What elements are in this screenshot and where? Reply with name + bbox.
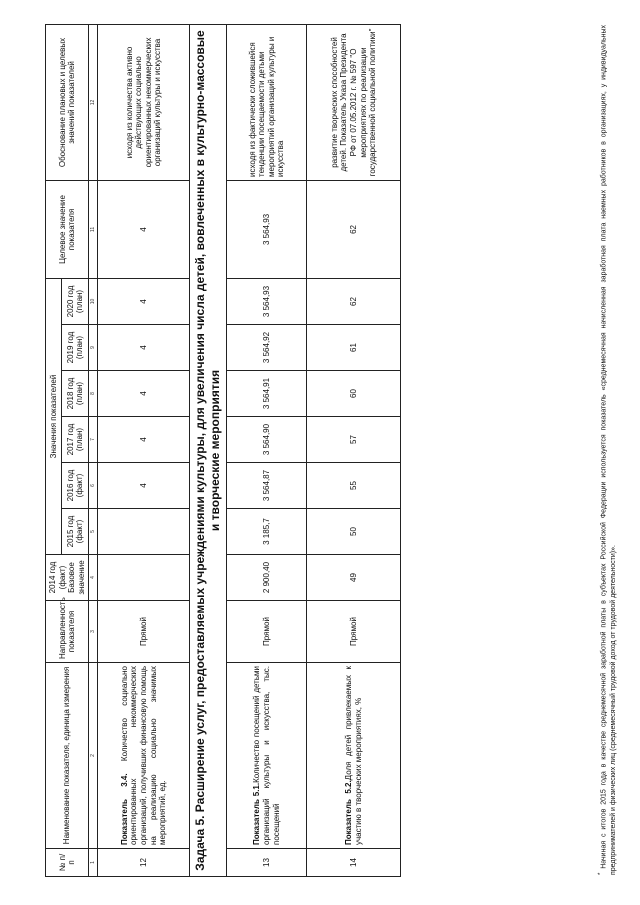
- value-2019: 4: [98, 325, 190, 371]
- row-num: 12: [98, 849, 190, 877]
- value-2017: 4: [98, 417, 190, 463]
- value-2015: 3 185,7: [227, 509, 307, 555]
- col-number: 3: [89, 601, 98, 663]
- col-number: 5: [89, 509, 98, 555]
- header-2017: 2017 год (план): [62, 417, 89, 463]
- footnote-mark: *: [598, 872, 604, 875]
- header-2015: 2015 год (факт): [62, 509, 89, 555]
- table-row-12: [98, 24, 190, 876]
- indicator-name: [307, 663, 401, 849]
- col-number: 7: [89, 417, 98, 463]
- target-cell: 62: [307, 180, 401, 278]
- target-cell: 3 564,93: [227, 180, 307, 278]
- col-number: 8: [89, 371, 98, 417]
- header-basis: Обоснование плановых и целевых значений показателей: [46, 24, 89, 180]
- base-cell: 2 900,40: [227, 555, 307, 601]
- indicator-name: [227, 663, 307, 849]
- value-2019: 61: [307, 325, 401, 371]
- col-number: 10: [89, 278, 98, 324]
- basis-cell: развитие творческих способностей детей. Показатель Указа Президента РФ от 07.05.2012 г. № 597 "О мероприятиях по реализации государственной социальной политики": [307, 24, 401, 180]
- value-2016: 4: [98, 463, 190, 509]
- col-number: 2: [89, 663, 98, 849]
- task-5-heading: Задача 5. Расширение услуг, предоставляемых учреждениями культуры, для увеличения числа детей, вовлеченных в культурно-массовые и творческие мероприятия: [190, 24, 227, 876]
- column-numbers-row: [89, 24, 98, 876]
- header-num: № п/п: [46, 849, 89, 877]
- header-target: Целевое значение показателя: [46, 180, 89, 278]
- header-2018: 2018 год (план): [62, 371, 89, 417]
- header-name: Наименование показателя, единица измерения: [46, 663, 89, 849]
- row-num: 13: [227, 849, 307, 877]
- indicator-name: [98, 663, 190, 849]
- basis-cell: исходя из количества активно действующих социально ориентированных некоммерческих организаций культуры и искусства: [98, 24, 190, 180]
- header-2020: 2020 год (план): [62, 278, 89, 324]
- value-2016: 55: [307, 463, 401, 509]
- direction-cell: Прямой: [98, 601, 190, 663]
- task-5-row: [190, 24, 227, 876]
- value-2019: 3 564,92: [227, 325, 307, 371]
- value-2018: 3 564,91: [227, 371, 307, 417]
- value-2015: [98, 509, 190, 555]
- header-values-group: Значения показателей: [46, 278, 62, 554]
- target-cell: 4: [98, 180, 190, 278]
- header-2019: 2019 год (план): [62, 325, 89, 371]
- indicator-text: Количество посещений детьми организаций культуры и искусства, тыс. посещений: [252, 666, 281, 845]
- indicator-text: Доля детей привлекаемых к участию в творческих мероприятиях, %: [344, 666, 363, 845]
- col-number: 6: [89, 463, 98, 509]
- footnote: [597, 25, 618, 875]
- indicator-code: Показатель 3.4.: [119, 773, 129, 845]
- value-2020: 62: [307, 278, 401, 324]
- table-row-13: [227, 24, 307, 876]
- direction-cell: Прямой: [227, 601, 307, 663]
- indicators-table: [45, 24, 401, 877]
- col-number: 9: [89, 325, 98, 371]
- footnote-text: Начиная с итогов 2015 года в качестве среднемесячной заработной платы в субъектах Российской Федерации используется показатель «среднемесячная начисленная заработная плата наемных работников в организациях, у индивидуальных предпринимателей и физических лиц (среднемесячный трудовой доход от трудовой деятельности)».: [600, 24, 617, 875]
- value-2017: 3 564,90: [227, 417, 307, 463]
- row-num: 14: [307, 849, 401, 877]
- table-row-14: [307, 24, 401, 876]
- col-number: 12: [89, 24, 98, 180]
- header-direction: Направленность показателя: [46, 601, 89, 663]
- col-number: 1: [89, 849, 98, 877]
- value-2020: 4: [98, 278, 190, 324]
- value-2016: 3 564,87: [227, 463, 307, 509]
- basis-cell: исходя из фактически сложившейся тенденции посещаемости детьми мероприятий организаций культуры и искусства: [227, 24, 307, 180]
- direction-cell: Прямой: [307, 601, 401, 663]
- value-2018: 4: [98, 371, 190, 417]
- value-2017: 57: [307, 417, 401, 463]
- indicator-code: Показатель 5.2.: [344, 780, 354, 845]
- value-2015: 50: [307, 509, 401, 555]
- indicator-text: Количество социально ориентированных некоммерческих организаций, получивших финансовую помощь на реализацию социально значимых мероприятий, ед.: [119, 666, 168, 845]
- col-number: 4: [89, 555, 98, 601]
- value-2018: 60: [307, 371, 401, 417]
- col-number: 11: [89, 180, 98, 278]
- base-cell: 49: [307, 555, 401, 601]
- value-2020: 3 564,93: [227, 278, 307, 324]
- header-base: 2014 год (факт) Базовое значение: [46, 555, 89, 601]
- base-cell: [98, 555, 190, 601]
- indicator-code: Показатель 5.1.: [252, 782, 262, 845]
- header-row-1: [46, 24, 62, 876]
- header-2016: 2016 год (факт): [62, 463, 89, 509]
